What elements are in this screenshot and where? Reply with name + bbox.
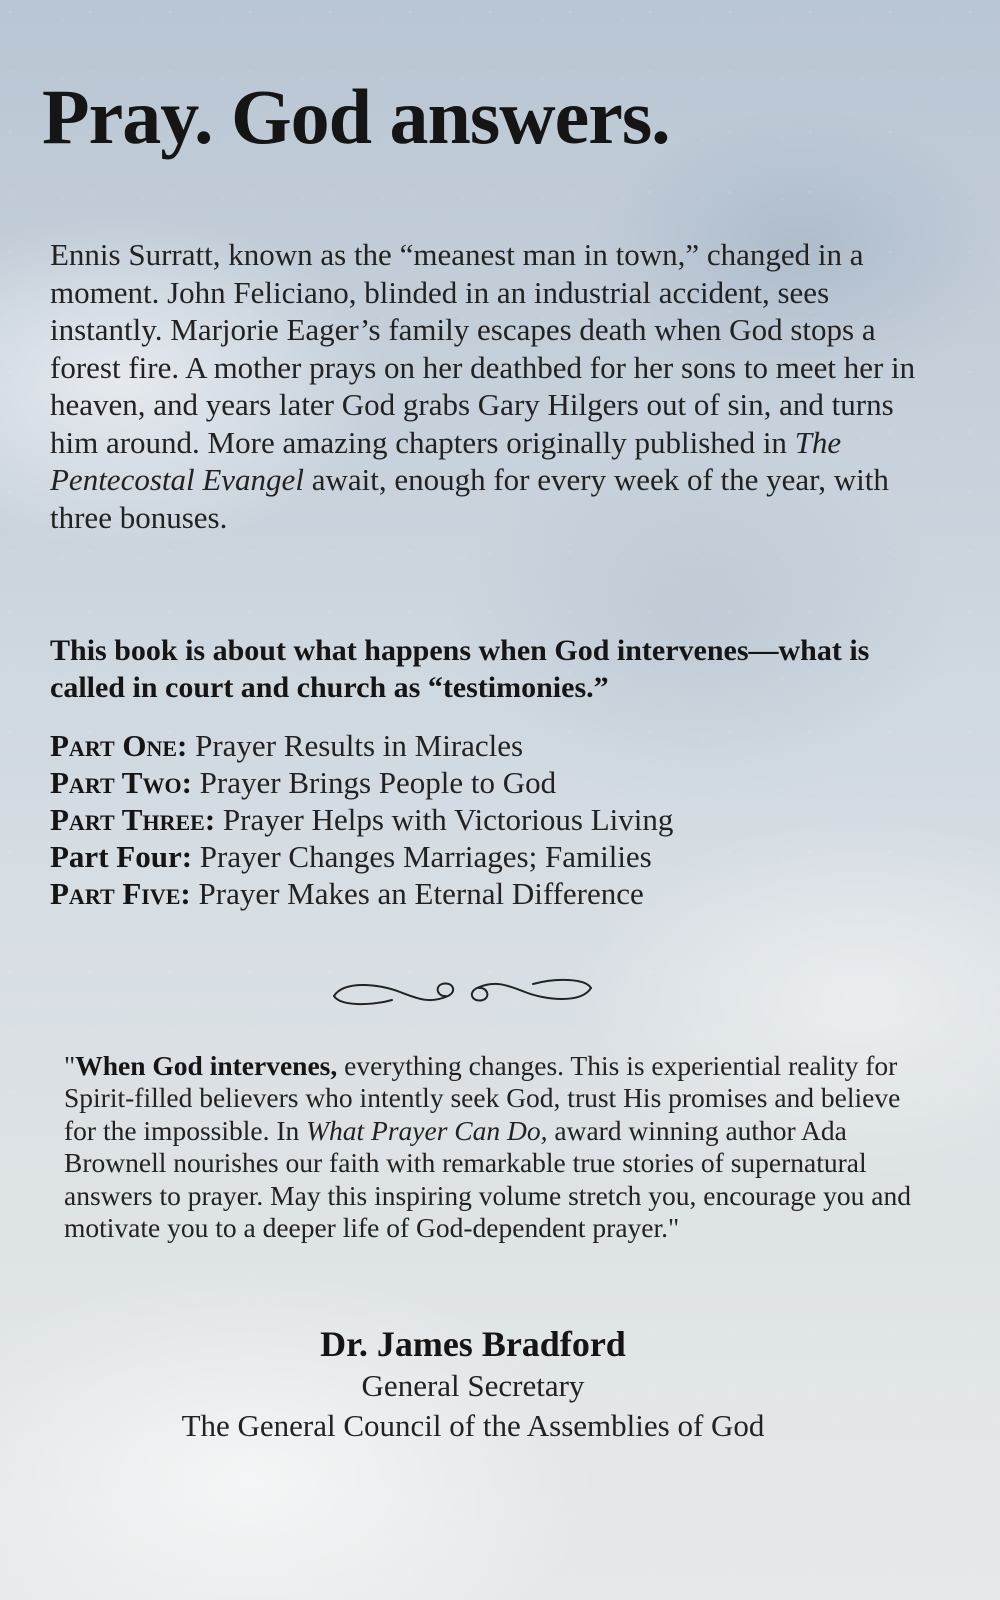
- parts-list: [50, 727, 673, 912]
- part-two: [50, 764, 673, 801]
- part-title: Prayer Changes Marriages; Families: [199, 839, 652, 874]
- endorser-organization: The General Council of the Assemblies of God: [181, 1408, 765, 1443]
- part-title: Prayer Helps with Victorious Living: [222, 802, 674, 837]
- open-quote-mark: ": [64, 1050, 76, 1081]
- part-label: Part Two:: [50, 765, 192, 800]
- part-title: Prayer Brings People to God: [199, 765, 557, 800]
- quote-text-end: award winning author Ada Brownell nourishes our faith with remarkable true stories of supernatural answers to prayer. May this inspiring volume stretch you, encourage you and motivate you to a deeper life of God-dependent prayer.": [64, 1114, 911, 1244]
- part-label: Part One:: [50, 728, 188, 763]
- intro-text-start: Ennis Surratt, known as the “meanest man in town,” changed in a moment. John Feliciano, blinded in an industrial accident, sees instantly. Marjorie Eager’s family escapes death when God stops a forest fire. A mother prays on her deathbed for her sons to meet her in heaven, and years later God grabs Gary Hilgers out of sin, and turns him around. More amazing chapters originally published in: [50, 237, 916, 460]
- part-label: Part Three:: [50, 802, 216, 837]
- part-label: Part Five:: [50, 876, 191, 911]
- part-three: [50, 801, 673, 838]
- part-five: [50, 875, 673, 912]
- part-title: Prayer Results in Miracles: [195, 728, 524, 763]
- about-statement: This book is about what happens when God intervenes—what is called in court and church as “testimonies.”: [50, 634, 870, 704]
- intro-paragraph: [50, 236, 930, 536]
- endorser-title: General Secretary: [361, 1368, 585, 1403]
- part-one: [50, 727, 673, 764]
- headline: Pray. God answers.: [42, 73, 670, 160]
- book-title: What Prayer Can Do,: [306, 1114, 548, 1146]
- intro-text-end: await, enough for every week of the year, with three bonuses.: [50, 462, 889, 535]
- attribution: [0, 1322, 946, 1446]
- quote-text-start: everything changes. This is experiential reality for Spirit-filled believers who intently seek God, trust His promises and believe for the impossible. In: [64, 1050, 901, 1146]
- part-label: Part Four:: [50, 839, 193, 874]
- part-title: Prayer Makes an Eternal Difference: [198, 876, 644, 911]
- endorser-name: Dr. James Bradford: [320, 1324, 626, 1364]
- endorsement-quote: [64, 1050, 924, 1244]
- publication-title: The Pentecostal Evangel: [50, 424, 842, 497]
- part-four: [50, 838, 673, 875]
- quote-lead: When God intervenes,: [75, 1050, 338, 1081]
- scroll-flourish-icon: [330, 970, 595, 1014]
